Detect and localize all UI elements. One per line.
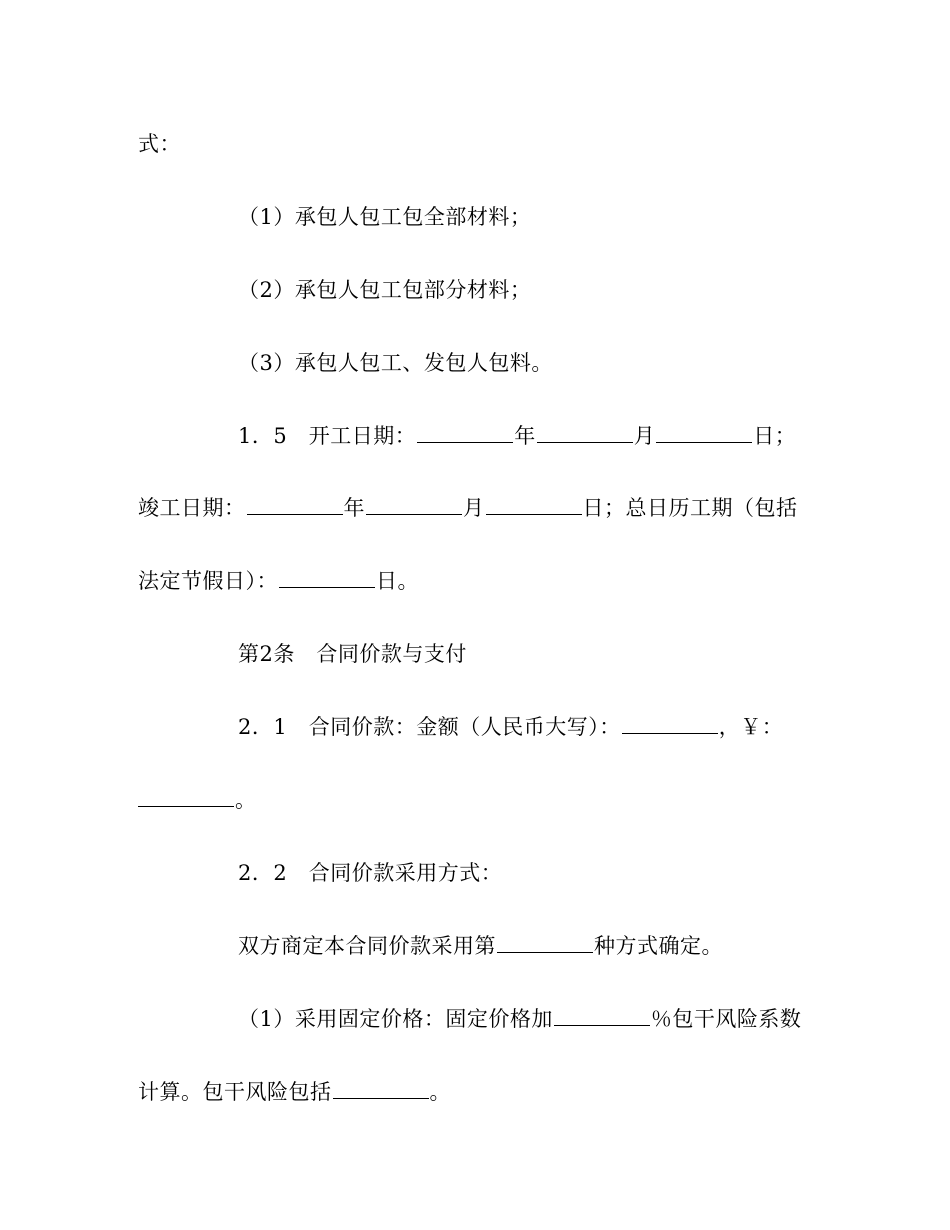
line-text: ，￥： (718, 715, 784, 739)
blank-field (622, 715, 718, 734)
blank-field (554, 1007, 650, 1026)
blank-field (656, 424, 752, 443)
line-text: 种方式确定。 (594, 934, 723, 958)
start-date-line (238, 423, 796, 449)
line-text: （1）采用固定价格：固定价格加 (238, 1007, 553, 1031)
line-text: ％包干风险系数 (650, 1007, 802, 1031)
line-text: 日； (753, 424, 797, 448)
risk-line (138, 1079, 451, 1105)
line-text: （2）承包人包工包部分材料； (238, 278, 532, 302)
line-text: 式： (138, 132, 181, 156)
line-text: 竣工日期： (138, 496, 246, 520)
section-heading (238, 641, 467, 667)
line-text: 。 (429, 1080, 451, 1104)
contract-price-line (238, 714, 783, 740)
line-text: （3）承包人包工、发包人包料。 (238, 351, 553, 375)
blank-field (333, 1080, 429, 1099)
text-line (238, 277, 531, 303)
line-text: 双方商定本合同价款采用第 (238, 934, 496, 958)
blank-field (486, 496, 582, 515)
line-text: 第2条 合同价款与支付 (238, 642, 467, 666)
blank-field (366, 496, 462, 515)
blank-field (537, 424, 633, 443)
fixed-price-line (238, 1006, 801, 1032)
line-text: 。 (235, 788, 257, 812)
line-text: 年 (514, 424, 536, 448)
blank-field (417, 424, 513, 443)
text-line (238, 350, 553, 376)
line-text: 月 (463, 496, 485, 520)
line-text: 月 (633, 424, 656, 448)
holiday-line (138, 568, 419, 594)
line-text: （1）承包人包工包全部材料； (238, 205, 532, 229)
line-text: 计算。包干风险包括 (138, 1080, 332, 1104)
line-text: 2．1 合同价款：金额（人民币大写）： (238, 715, 621, 739)
blank-field (247, 496, 343, 515)
line-text: 1．5 开工日期： (238, 424, 417, 448)
line-text: 年 (343, 496, 365, 520)
line-text: 日；总日历工期（包括 (582, 496, 798, 520)
contract-price-cont-line (138, 787, 257, 813)
blank-field (279, 569, 375, 588)
blank-field (138, 788, 234, 807)
completion-date-line (138, 495, 798, 521)
text-line (138, 131, 181, 157)
blank-field (497, 934, 593, 953)
method-line (238, 933, 723, 959)
line-text: 日。 (376, 569, 419, 593)
line-text: 法定节假日）： (138, 569, 278, 593)
text-line (238, 860, 502, 886)
line-text: 2．2 合同价款采用方式： (238, 861, 503, 885)
text-line (238, 204, 531, 230)
